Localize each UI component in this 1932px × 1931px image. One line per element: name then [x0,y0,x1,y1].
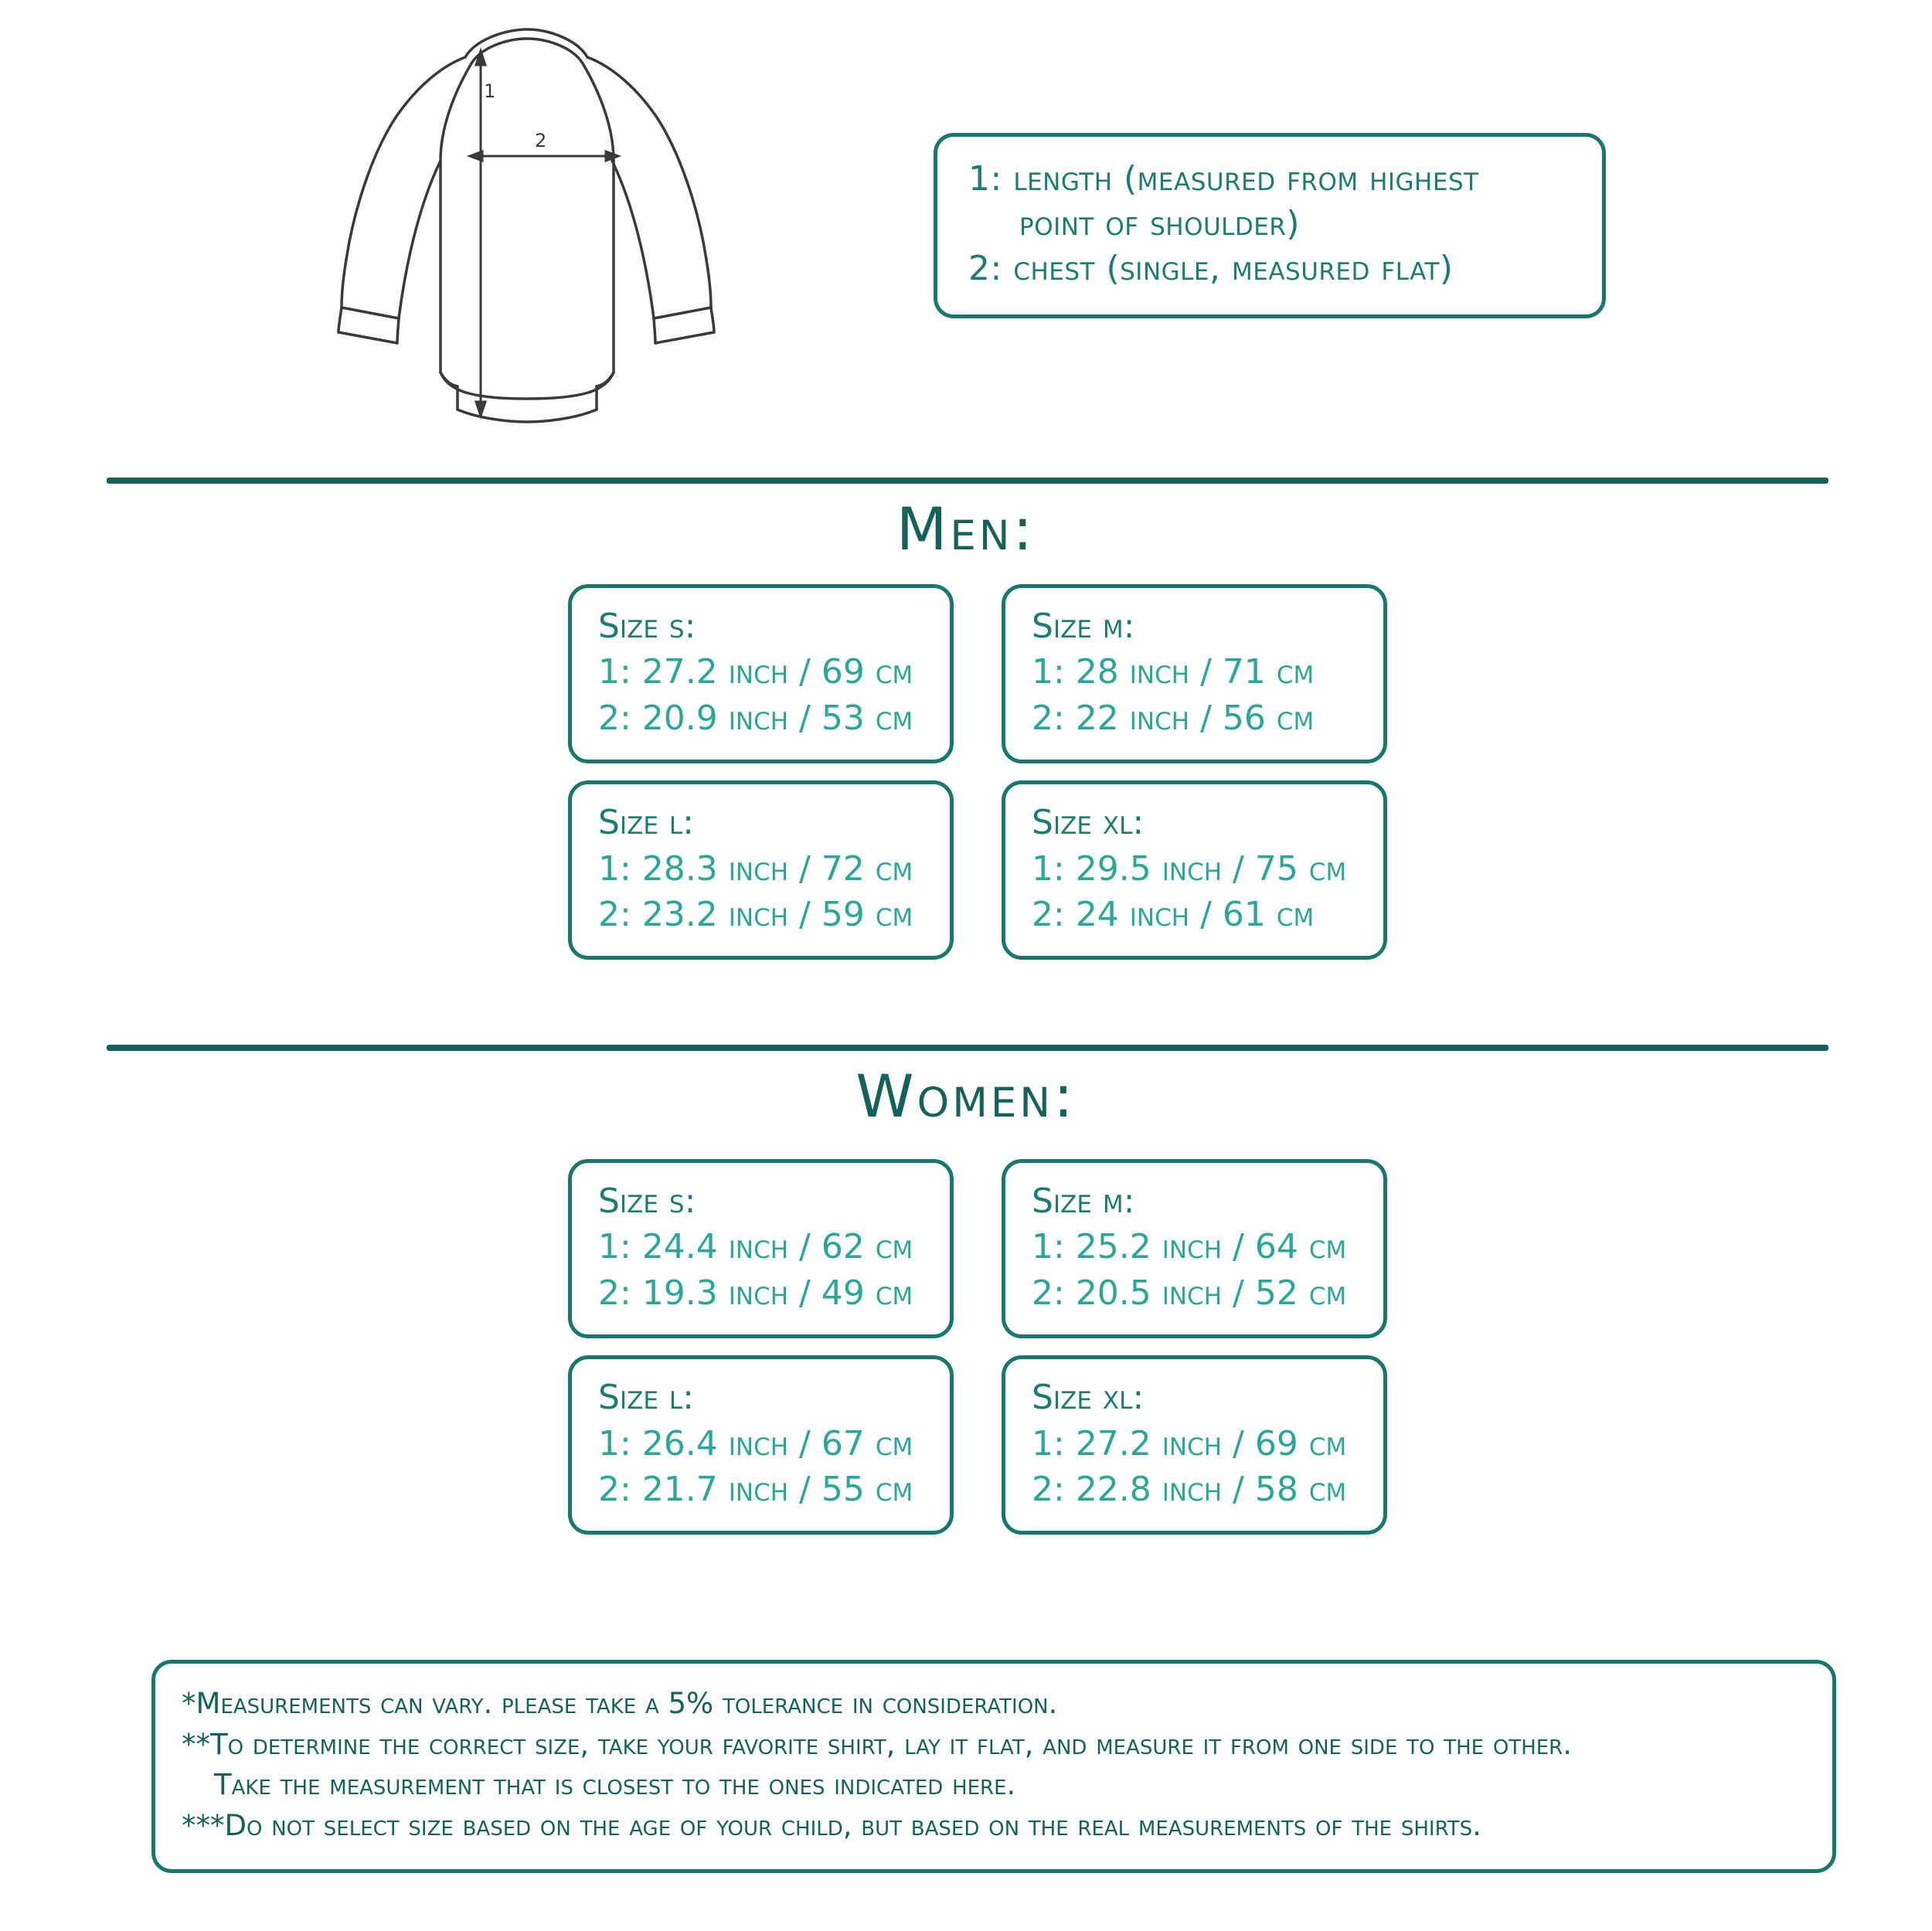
legend-length-line: 1: length (measured from highest [968,159,1479,199]
size-card-title: Size s: [598,607,696,646]
size-row [568,780,1387,960]
section-title-women: Women: [855,1062,1077,1130]
footnote-tolerance: *Measurements can vary. please take a 5% tolerance in consideration. [182,1687,1058,1720]
size-card-title: Size xl: [1032,1378,1145,1418]
size-card-men-m [1002,584,1387,763]
diagram-area [0,0,1932,464]
size-row [568,584,1387,763]
size-card-length: 1: 27.2 inch / 69 cm [1032,1423,1347,1464]
size-card-chest: 2: 22.8 inch / 58 cm [1032,1469,1347,1509]
size-row [568,1355,1387,1535]
footnote-measure: **To determine the correct size, take your favorite shirt, lay it flat, and measure it from one side to the other. [182,1727,1573,1761]
size-card-chest: 2: 23.2 inch / 59 cm [598,894,913,934]
size-card-women-m [1002,1159,1387,1338]
divider-middle [107,1045,1828,1051]
size-grid-women [568,1159,1387,1552]
size-card-length: 1: 25.2 inch / 64 cm [1032,1227,1347,1267]
size-card-length: 1: 24.4 inch / 62 cm [598,1227,913,1267]
size-card-title: Size l: [598,1378,694,1418]
footnote-age: ***Do not select size based on the age of your child, but based on the real measurements of the shirts. [182,1808,1481,1842]
size-card-men-s [568,584,954,763]
size-card-men-l [568,780,954,960]
size-card-title: Size m: [1032,607,1135,646]
size-card-length: 1: 27.2 inch / 69 cm [598,652,913,692]
legend-box [934,133,1606,318]
size-card-length: 1: 29.5 inch / 75 cm [1032,848,1347,889]
diagram-label-length: 1 [484,80,496,102]
size-card-women-l [568,1355,954,1535]
size-card-women-xl [1002,1355,1387,1535]
divider-top [107,478,1828,484]
size-card-title: Size xl: [1032,803,1145,843]
size-card-title: Size m: [1032,1181,1135,1221]
size-grid-men [568,584,1387,977]
legend-chest-line: 2: chest (single, measured flat) [968,249,1454,289]
size-card-chest: 2: 22 inch / 56 cm [1032,698,1315,738]
size-card-title: Size s: [598,1181,696,1221]
size-card-chest: 2: 24 inch / 61 cm [1032,894,1315,934]
size-card-chest: 2: 19.3 inch / 49 cm [598,1273,913,1313]
size-card-women-s [568,1159,954,1338]
footnote-measure-continued: Take the measurement that is closest to the ones indicated here. [214,1768,1016,1802]
diagram-label-chest: 2 [535,130,547,151]
size-card-men-xl [1002,780,1387,960]
size-row [568,1159,1387,1338]
size-card-chest: 2: 20.5 inch / 52 cm [1032,1273,1347,1313]
size-card-title: Size l: [598,803,694,843]
size-card-chest: 2: 20.9 inch / 53 cm [598,698,913,738]
legend-length-line-continued: point of shoulder) [1019,204,1301,244]
size-card-chest: 2: 21.7 inch / 55 cm [598,1469,913,1509]
size-card-length: 1: 28.3 inch / 72 cm [598,848,913,889]
section-title-men: Men: [896,495,1036,563]
sweater-diagram [325,23,726,440]
size-card-length: 1: 28 inch / 71 cm [1032,652,1315,692]
size-card-length: 1: 26.4 inch / 67 cm [598,1423,913,1464]
footnotes-box [151,1660,1836,1873]
